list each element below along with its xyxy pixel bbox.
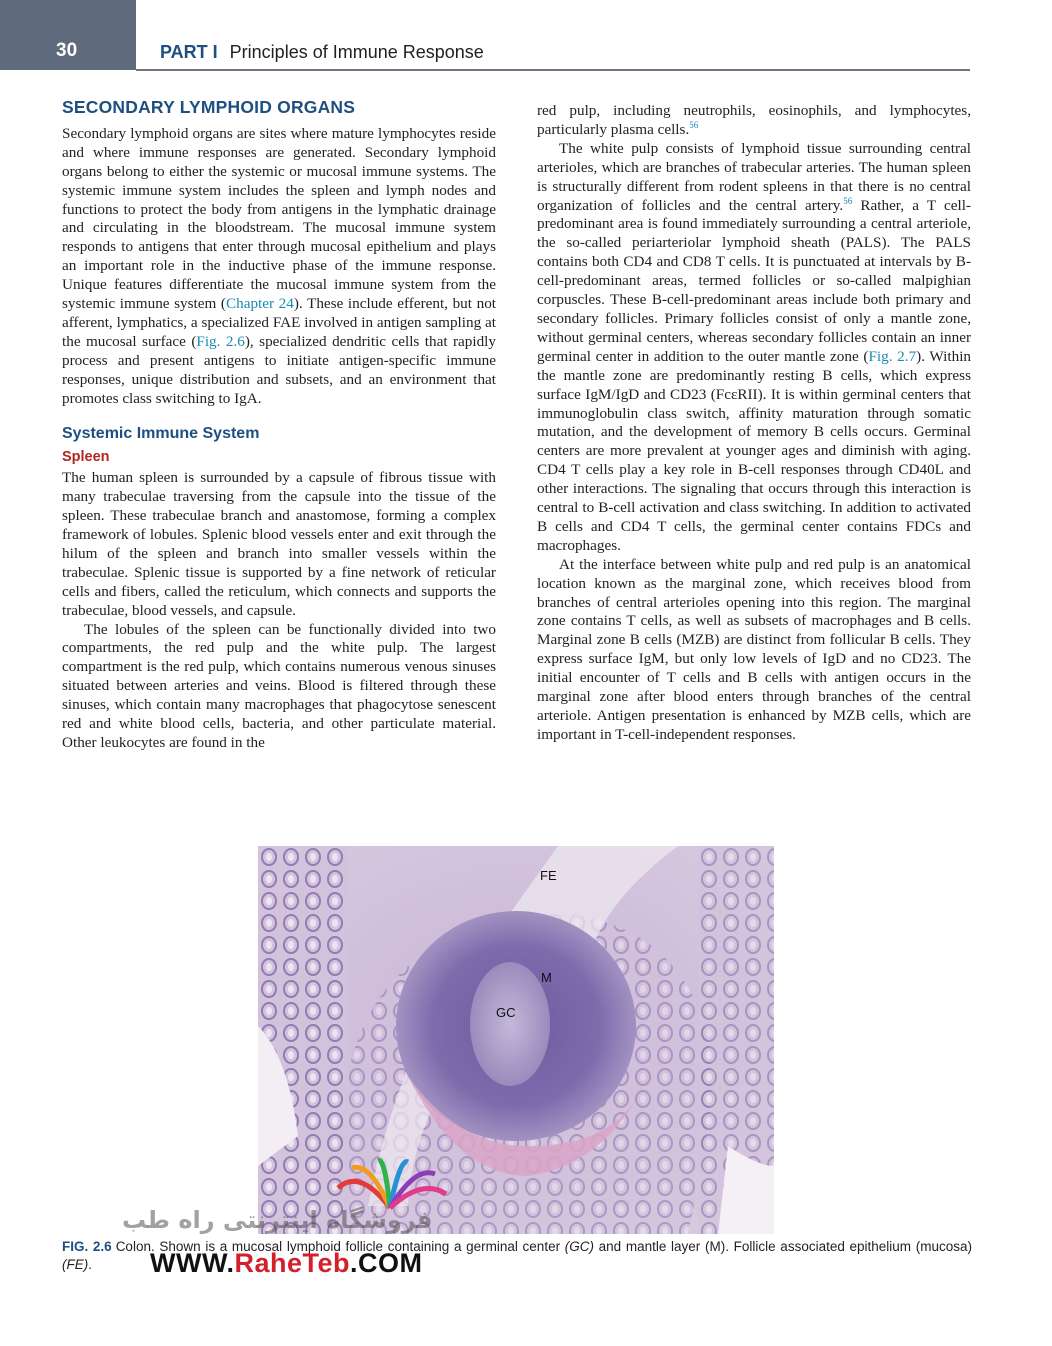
- running-head: [160, 42, 484, 63]
- white-pulp-paragraph: [537, 140, 971, 556]
- intro-paragraph: [62, 125, 496, 409]
- right-column: [537, 102, 971, 745]
- label-gc: GC: [496, 1005, 516, 1020]
- spleen-paragraph-1: The human spleen is surrounded by a capsule of fibrous tissue with many trabeculae traversing from the capsule into the tissue of the spleen. These trabeculae branch and anastomose, forming a complex framework of lobules. Splenic blood vessels enter and exit through the hilum of the spleen and branch into smaller vessels within the trabeculae. Splenic tissue is supported by a fine network of reticular cells and fibers, called the reticulum, which connects and supports the trabeculae, blood vessels, and capsule.: [62, 469, 496, 619]
- paragraph-text: The white pulp consists of lymphoid tissue surrounding central arterioles, which are branches of trabecular arteries. The human spleen is structurally different from rodent spleens in that there is no central organization of follicles and the central artery.: [537, 139, 971, 214]
- caption-fe: (FE): [62, 1257, 89, 1272]
- watermark-url-prefix: WWW.: [150, 1248, 235, 1278]
- paragraph-text: Rather, a T cell-predominant area is found immediately surrounding a central arteriole, the so-called periarteriolar lymphoid sheath (PALS). The PALS contains both CD4 and CD8 T cells. It is punctuated at intervals by B-cell-predominant areas, termed follicles or so-called malpighian corpuscles. These B-cell-predominant areas include both primary and secondary follicles. Primary follicles consist of only a mantle zone, without germinal centers, whereas secondary follicles contain an inner germinal center in addition to the outer mantle zone (: [537, 196, 971, 365]
- watermark-url-brand: RaheTeb: [234, 1248, 350, 1278]
- section-title: SECONDARY LYMPHOID ORGANS: [62, 97, 356, 117]
- watermark-logo: [330, 1158, 450, 1212]
- paragraph-text: ), specialized dendritic cells that rapidly process and present antigens to initiate antigen-specific immune responses, unique distribution and subsets, and an environment that promotes class switching to IgA.: [62, 332, 496, 407]
- subsection-title: Systemic Immune System: [62, 424, 260, 442]
- paragraph-text: Secondary lymphoid organs are sites where mature lymphocytes reside and where immune responses are generated. Secondary lymphoid organs belong to either the systemic or mucosal immune systems. The systemic immune system includes the spleen and lymph nodes and functions to protect the body from antigens in the lymphatic drainage and circulating in the bloodstream. The mucosal immune system responds to antigens that enter through mucosal epithelium and plays an important role in the inductive phase of the immune response. Unique features differentiate the mucosal immune system from the systemic immune system (: [62, 124, 496, 313]
- caption-figure-id: FIG. 2.6: [62, 1239, 112, 1254]
- subsubsection-title: Spleen: [62, 449, 110, 466]
- red-pulp-text: red pulp, including neutrophils, eosinophils, and lymphocytes, particularly plasma cells.: [537, 102, 971, 138]
- cross-reference-link[interactable]: Fig. 2.6: [196, 332, 245, 350]
- red-pulp-paragraph: [537, 102, 971, 140]
- cross-reference-link[interactable]: Chapter 24: [226, 295, 294, 313]
- paragraph-text: ). Within the mantle zone are predominantly resting B cells, which express surface IgM/IgD and CD23 (FcεRII). It is within germinal centers that immunoglobulin class switch, affinity maturation through somatic mutation, and the development of memory B cells occurs. Germinal centers are more prevalent at younger ages and diminish with aging. CD4 T cells play a key role in B-cell responses through CD40L and other interactions. The signaling that occurs through this interaction is central to B-cell activation and class switching. In addition to activated B cells and CD4 T cells, the germinal center contains FDCs and macrophages.: [537, 347, 972, 554]
- watermark-url-suffix: .COM: [350, 1248, 423, 1278]
- reference-superscript[interactable]: 56: [843, 195, 853, 206]
- caption-gc: (GC): [564, 1239, 594, 1254]
- paragraph-text: ). These include efferent, but not afferent, lymphatics, a specialized FAE involved in antigen sampling at the mucosal surface (: [62, 295, 497, 350]
- watermark-url: [150, 1248, 423, 1279]
- reference-56[interactable]: 56: [689, 119, 699, 130]
- cross-reference-link[interactable]: Fig. 2.7: [868, 347, 917, 365]
- left-column: [62, 98, 496, 753]
- header-rule: [136, 69, 970, 71]
- marginal-zone-paragraph: At the interface between white pulp and red pulp is an anatomical location known as the marginal zone, which receives blood from branches of central arterioles opening into this region. The marginal zone contains T cells, as well as subsets of macrophages and B cells. Marginal zone B cells (MZB) are distinct from follicular B cells. They express surface IgM, but only low levels of IgD and no CD23. The initial encounter of T cells and B cells with antigen occurs in the marginal zone after blood enters through branches of the central arteriole. Antigen presentation is enhanced by MZB cells, which are important in T-cell-independent responses.: [537, 555, 971, 743]
- label-fe: FE: [540, 868, 557, 883]
- part-title: Principles of Immune Response: [229, 42, 484, 62]
- caption-text-b: and mantle layer (M). Follicle associated epithelium (mucosa): [594, 1239, 972, 1254]
- label-m: M: [541, 970, 552, 985]
- caption-text-a: Colon. Shown is a mucosal lymphoid follicle containing a germinal center: [115, 1239, 565, 1254]
- spleen-paragraph-2: The lobules of the spleen can be functionally divided into two compartments, the red pulp and the white pulp. The largest compartment is the red pulp, which contains numerous venous sinuses situated between arteries and veins. Blood is filtered through these sinuses, which contain many macrophages that phagocytose senescent red and white blood cells, bacteria, and other particulate material. Other leukocytes are found in the: [62, 620, 496, 751]
- watermark-persian-text: فروشگاه اینترنتی راه طب: [122, 1206, 433, 1234]
- page-number: 30: [56, 40, 78, 61]
- part-label: PART I: [160, 42, 218, 62]
- caption-text-c: .: [88, 1257, 93, 1272]
